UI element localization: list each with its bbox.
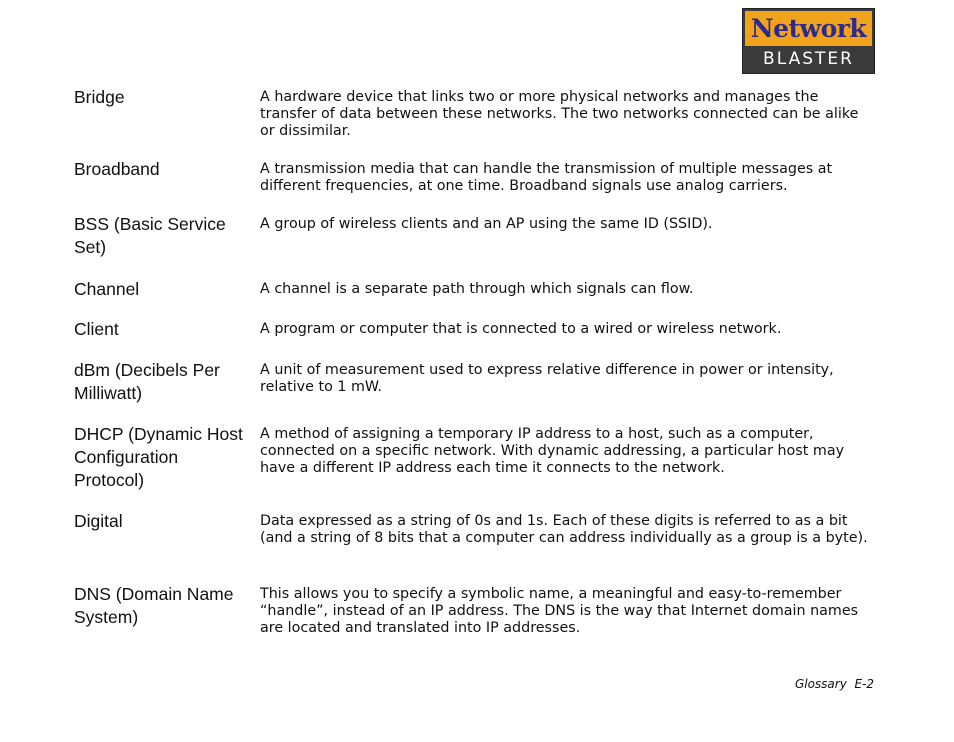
logo-bottom-text: BLASTER: [763, 49, 854, 69]
glossary-definition: A hardware device that links two or more physical networks and manages the transfer of data between these networks. The two networks connected can be alike or dissimilar.: [260, 89, 859, 139]
glossary-definition: A transmission media that can handle the transmission of multiple messages at different frequencies, at one time. Broadband signals use analog carriers.: [260, 161, 833, 194]
network-blaster-logo: [742, 8, 875, 74]
glossary-definition: Data expressed as a string of 0s and 1s. Each of these digits is referred to as a bit (and a string of 8 bits that a computer can address individually as a group is a byte).: [260, 513, 868, 546]
logo-top-text: Network: [750, 14, 867, 43]
glossary-term: Channel: [74, 279, 140, 299]
glossary-term: DHCP (Dynamic Host Configuration Protocol): [74, 424, 243, 490]
glossary-term: Digital: [74, 511, 123, 531]
logo-top-band: [745, 11, 872, 46]
glossary-definition: A unit of measurement used to express relative difference in power or intensity, relative to 1 mW.: [260, 362, 834, 395]
glossary-term: dBm (Decibels Per Milliwatt): [74, 360, 220, 403]
glossary-definition: A program or computer that is connected to a wired or wireless network.: [260, 321, 782, 337]
glossary-term: DNS (Domain Name System): [74, 584, 234, 627]
glossary-term: Broadband: [74, 159, 160, 179]
footer-page-number: E-2: [854, 677, 874, 691]
logo-bottom-band: [745, 47, 872, 71]
footer-section: Glossary: [794, 677, 847, 691]
glossary-definition: This allows you to specify a symbolic name, a meaningful and easy-to-remember “handle”, instead of an IP address. The DNS is the way that Internet domain names are located and translated into IP addresses.: [260, 586, 859, 636]
glossary-term: BSS (Basic Service Set): [74, 214, 226, 257]
glossary-definition: A channel is a separate path through which signals can flow.: [260, 281, 694, 297]
glossary-term: Client: [74, 319, 119, 339]
glossary-definition: A method of assigning a temporary IP address to a host, such as a computer, connected on a specific network. With dynamic addressing, a particular host may have a different IP address each time it connects to the network.: [260, 426, 845, 476]
glossary-term: Bridge: [74, 87, 125, 107]
page-footer: [795, 677, 874, 691]
glossary-definition: A group of wireless clients and an AP using the same ID (SSID).: [260, 216, 713, 232]
